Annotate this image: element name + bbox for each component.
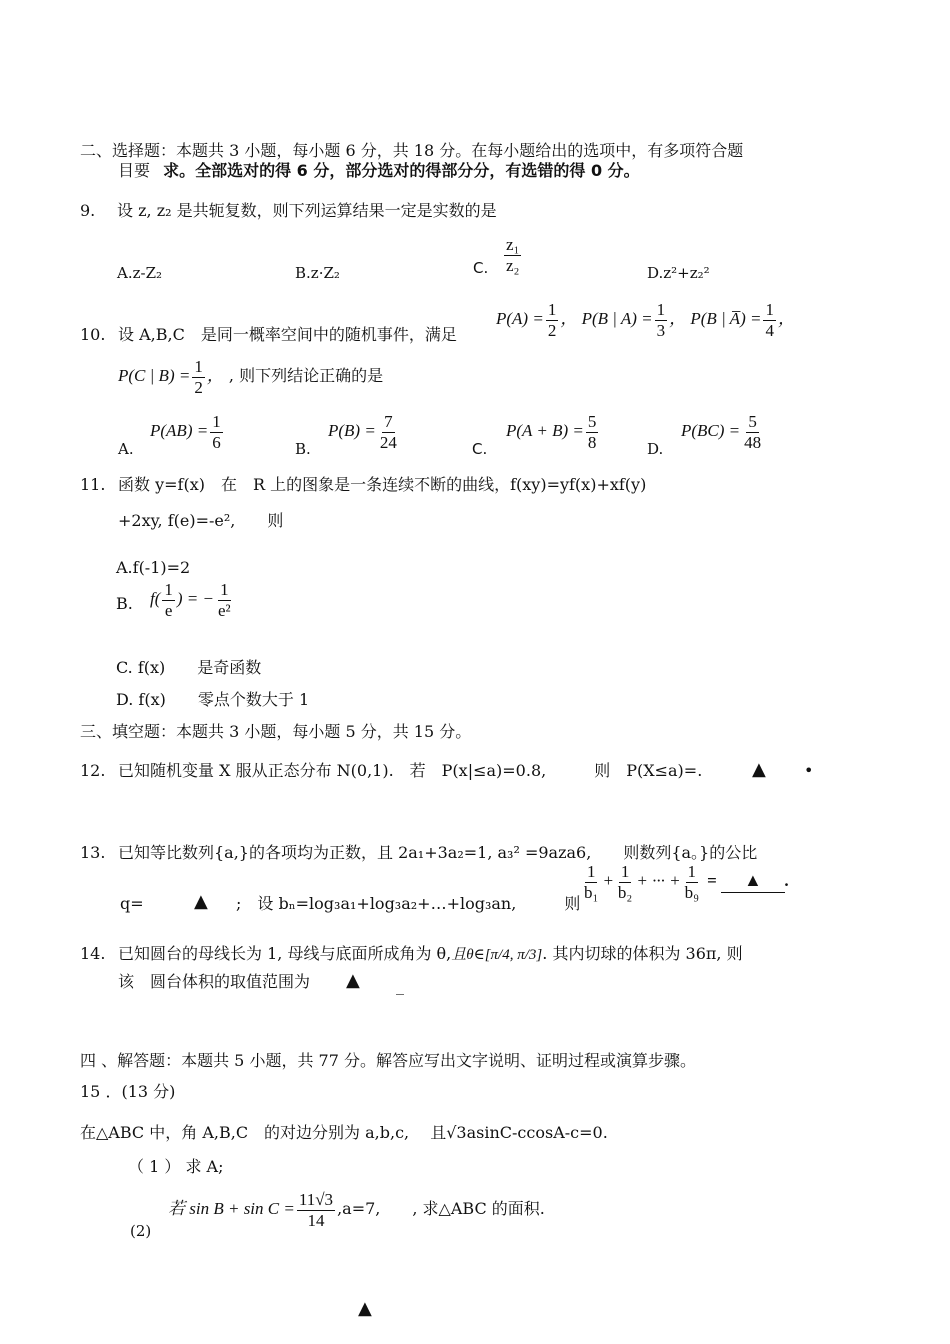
q15-part-2: [168, 1190, 545, 1230]
q10-c-num: 5: [587, 412, 597, 431]
q12-number: 12.: [80, 761, 106, 780]
q10-cond1-den: 2: [547, 320, 557, 340]
q14-stem-line1: [118, 944, 743, 964]
q13-t3-den: b₉: [684, 882, 699, 902]
q14-text-1a: 已知圆台的母线长为 1, 母线与底面所成角为 θ,: [118, 944, 452, 963]
q13-equals: =: [707, 870, 717, 890]
q10-b-lhs: P(B) =: [328, 420, 376, 440]
q10-sep2: ，: [669, 308, 687, 328]
q11-stem-line2: +2xy, f(e)=-e², 则: [118, 511, 284, 530]
q10-c-lhs: P(A + B) =: [506, 420, 584, 440]
q13-dots: + ··· +: [636, 870, 681, 890]
q11-b-mid: ) = −: [176, 588, 214, 608]
q14-text-1b: . 其内切球的体积为 36π, 则: [542, 944, 743, 963]
q9-option-c-fraction: [502, 235, 523, 275]
q13-stem-line1: 已知等比数列{a,}的各项均为正数，且 2a₁+3a₂=1, a₃² =9aza6, 则数列{a。}的公比: [118, 843, 758, 862]
q10-option-b-label: B.: [295, 440, 311, 458]
q10-a-num: 1: [212, 412, 221, 431]
q10-cond2-num: 1: [656, 300, 666, 319]
q13-t2-num: 1: [620, 862, 630, 881]
q10-option-a-label: A.: [118, 440, 134, 458]
q9-c-numerator: z₁: [506, 235, 520, 254]
q10-number: 10.: [80, 325, 106, 344]
q13-t3-num: 1: [687, 862, 697, 881]
q13-plus: +: [602, 870, 614, 890]
q10-sep4: ，: [206, 365, 224, 385]
section-2-instructions: [118, 161, 640, 180]
q11-option-d: D. f(x) 零点个数大于 1: [116, 690, 310, 709]
q15-answer-triangle: ▲: [358, 1298, 372, 1319]
q10-option-d: [681, 412, 765, 452]
q10-b-den: 24: [379, 432, 397, 452]
q10-option-b: [328, 412, 401, 452]
q9-number: 9.: [80, 201, 96, 220]
section-3-title: 三、填空题：本题共 3 小题，每小题 5 分，共 15 分。: [80, 722, 472, 741]
section-2-title: 二、选择题：本题共 3 小题，每小题 6 分，共 18 分。在每小题给出的选项中，有多项符合题: [80, 141, 744, 160]
q11-b-lhs: f(: [150, 588, 161, 608]
q9-stem: 设 z, z₂ 是共轭复数，则下列运算结果一定是实数的是: [117, 201, 497, 220]
section-2-instr-b: 求。全部选对的得 6 分，部分选对的得部分分，有选错的得 0 分。: [163, 161, 640, 180]
q10-stem: 设 A,B,C 是同一概率空间中的随机事件，满足: [118, 325, 457, 344]
q10-conditions: [496, 300, 795, 340]
q15-part-1: （ 1 ） 求 A;: [128, 1157, 224, 1176]
q11-b-in-num: 1: [164, 580, 173, 599]
q10-cond1-num: 1: [547, 300, 557, 319]
section-2-instr-a: 目要: [118, 161, 151, 180]
q14-answer-blank-triangle: ▲: [346, 970, 360, 991]
q13-sum-expression: [580, 862, 789, 902]
q9-option-c-label: C.: [473, 259, 489, 277]
q11-option-b: [150, 580, 235, 620]
q12-stem: 已知随机变量 X 服从正态分布 N(0,1). 若 P(x|≤a)=0.8, 则 P(X≤a)=.: [118, 761, 703, 780]
q10-sep1: ，: [560, 308, 578, 328]
q13-t1-den: b₁: [584, 882, 599, 902]
q13-number: 13.: [80, 843, 106, 862]
q10-cond4-den: 2: [194, 377, 203, 397]
q10-a-den: 6: [212, 432, 221, 452]
q9-c-denominator: z₂: [506, 255, 520, 275]
q10-d-den: 48: [744, 432, 762, 452]
q10-cond4-lhs: P(C | B) =: [118, 365, 191, 385]
q15-p2-num: 11√3: [298, 1190, 334, 1209]
q10-cond3-den: 4: [765, 320, 774, 340]
q13-q-label: q=: [120, 894, 144, 913]
q13-stem-line2: ; 设 bₙ=log₃a₁+log₃a₂+…+log₃an, 则: [236, 894, 581, 913]
q13-period: .: [784, 870, 790, 890]
q15-p2-den: 14: [307, 1210, 325, 1230]
q10-cond1-lhs: P(A) =: [496, 308, 544, 328]
q10-cond3-lhs: P(B | A̅) =: [690, 308, 762, 328]
q13-t2-den: b₂: [617, 882, 633, 902]
q11-b-rhs-den: e²: [218, 600, 231, 620]
q15-part-2-label: (2): [130, 1222, 152, 1240]
q15-p2-tail: ,a=7, , 求△ABC 的面积.: [337, 1198, 545, 1218]
q10-cond4-num: 1: [194, 357, 203, 376]
q11-option-b-label: B.: [116, 594, 133, 613]
q10-option-c-label: C.: [472, 440, 488, 458]
q15-condition: 在△ABC 中，角 A,B,C 的对边分别为 a,b,c, 且√3asinC-ccosA-c=0.: [80, 1123, 608, 1142]
q14-angle-range: 且θ∈[π/4, π/3]: [451, 947, 543, 963]
q9-option-b: B.z·Z₂: [295, 264, 340, 282]
q9-option-d: D.z²+z₂²: [647, 264, 710, 282]
q12-dot: •: [804, 761, 814, 780]
q10-b-num: 7: [384, 412, 393, 431]
q10-cond2-den: 3: [656, 320, 666, 340]
q12-answer-blank-triangle: ▲: [752, 759, 766, 780]
q10-sep3: ，: [777, 308, 795, 328]
q13-answer-blank-2: [721, 870, 785, 893]
q14-stem-line2: 该 圆台体积的取值范围为: [118, 972, 311, 991]
q10-d-num: 5: [748, 412, 757, 431]
q13-answer-blank-triangle-1: ▲: [194, 891, 208, 912]
q10-line2-tail: , 则下列结论正确的是: [228, 365, 384, 385]
q10-c-den: 8: [587, 432, 597, 452]
q11-b-rhs-num: 1: [220, 580, 229, 599]
q10-a-lhs: P(AB) =: [150, 420, 209, 440]
q14-number: 14.: [80, 944, 106, 963]
q10-option-c: [506, 412, 600, 452]
q15-header: 15 ．(13 分): [80, 1082, 176, 1101]
q11-option-c: C. f(x) 是奇函数: [116, 658, 262, 677]
q10-line2: [118, 357, 383, 397]
q10-cond2-lhs: P(B | A) =: [581, 308, 653, 328]
q11-number: 11.: [80, 475, 106, 494]
q13-t1-num: 1: [586, 862, 596, 881]
q14-blank-underscore: _: [396, 976, 404, 995]
q10-option-d-label: D.: [647, 440, 664, 458]
section-4-title: 四 、解答题：本题共 5 小题，共 77 分。解答应写出文字说明、证明过程或演算步骤。: [80, 1051, 696, 1070]
q11-stem-line1: 函数 y=f(x) 在 R 上的图象是一条连续不断的曲线，f(xy)=yf(x)+xf(y): [118, 475, 647, 494]
q10-cond3-num: 1: [765, 300, 774, 319]
q11-b-in-den: e: [164, 600, 173, 620]
q13-answer-blank-triangle-2: ▲: [744, 869, 762, 890]
q15-p2-lhs: 若 sin B + sin C =: [168, 1198, 295, 1218]
q10-d-lhs: P(BC) =: [681, 420, 741, 440]
q10-option-a: [150, 412, 225, 452]
q11-option-a: A.f(-1)=2: [116, 558, 191, 577]
q9-option-a: A.z-Z₂: [117, 264, 163, 282]
